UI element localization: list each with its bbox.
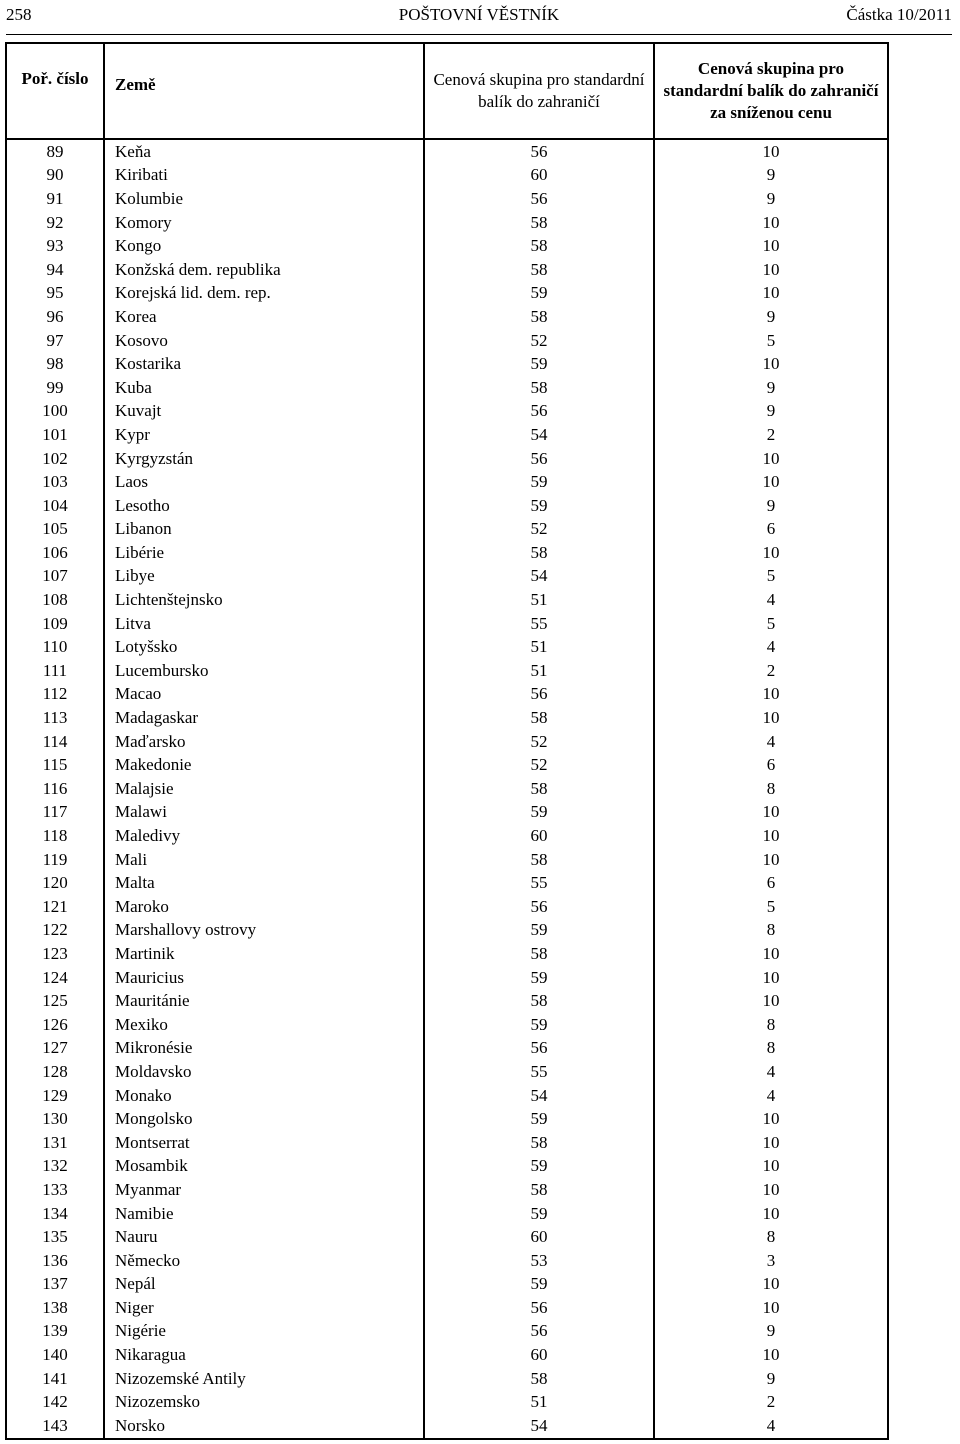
row-number: 96 [6, 305, 104, 329]
table-row [6, 1273, 888, 1297]
row-country: Maďarsko [104, 730, 424, 754]
row-number: 117 [6, 801, 104, 825]
row-country: Mongolsko [104, 1107, 424, 1131]
table-row [6, 683, 888, 707]
row-price-group: 59 [424, 1107, 654, 1131]
row-reduced-group: 3 [654, 1249, 888, 1273]
row-number: 107 [6, 565, 104, 589]
table-row [6, 1225, 888, 1249]
row-number: 119 [6, 848, 104, 872]
row-price-group: 58 [424, 777, 654, 801]
table-row [6, 966, 888, 990]
row-reduced-group: 6 [654, 518, 888, 542]
table-row [6, 447, 888, 471]
row-price-group: 60 [424, 164, 654, 188]
table-row [6, 541, 888, 565]
row-reduced-group: 5 [654, 565, 888, 589]
table-row [6, 376, 888, 400]
table-row [6, 1414, 888, 1439]
table-row [6, 1320, 888, 1344]
row-price-group: 59 [424, 1273, 654, 1297]
table-row [6, 400, 888, 424]
row-number: 123 [6, 942, 104, 966]
header-rule [6, 34, 952, 35]
row-price-group: 58 [424, 234, 654, 258]
row-number: 91 [6, 187, 104, 211]
row-reduced-group: 9 [654, 376, 888, 400]
table-row [6, 612, 888, 636]
table-row [6, 1013, 888, 1037]
row-number: 142 [6, 1390, 104, 1414]
row-reduced-group: 10 [654, 447, 888, 471]
row-reduced-group: 9 [654, 164, 888, 188]
table-row [6, 211, 888, 235]
table-row [6, 871, 888, 895]
row-price-group: 59 [424, 1155, 654, 1179]
table-row [6, 942, 888, 966]
table-row [6, 824, 888, 848]
row-country: Mexiko [104, 1013, 424, 1037]
row-reduced-group: 8 [654, 1225, 888, 1249]
row-reduced-group: 10 [654, 470, 888, 494]
row-price-group: 56 [424, 1037, 654, 1061]
row-reduced-group: 6 [654, 871, 888, 895]
row-country: Kuvajt [104, 400, 424, 424]
row-price-group: 56 [424, 447, 654, 471]
row-country: Lotyšsko [104, 635, 424, 659]
table-row [6, 258, 888, 282]
row-price-group: 59 [424, 352, 654, 376]
row-reduced-group: 5 [654, 329, 888, 353]
row-price-group: 59 [424, 966, 654, 990]
row-number: 116 [6, 777, 104, 801]
row-number: 90 [6, 164, 104, 188]
row-reduced-group: 10 [654, 541, 888, 565]
row-reduced-group: 10 [654, 258, 888, 282]
column-header-country: Země [104, 43, 424, 139]
row-price-group: 59 [424, 1202, 654, 1226]
row-reduced-group: 10 [654, 1273, 888, 1297]
row-country: Niger [104, 1296, 424, 1320]
row-country: Nizozemsko [104, 1390, 424, 1414]
table-row [6, 801, 888, 825]
row-country: Kostarika [104, 352, 424, 376]
column-header-number: Poř. číslo [6, 43, 104, 139]
row-number: 89 [6, 139, 104, 164]
table-row [6, 139, 888, 164]
table-row [6, 234, 888, 258]
table-row [6, 565, 888, 589]
row-number: 113 [6, 706, 104, 730]
row-country: Marshallovy ostrovy [104, 919, 424, 943]
row-country: Maroko [104, 895, 424, 919]
row-reduced-group: 10 [654, 1155, 888, 1179]
table-row [6, 777, 888, 801]
row-price-group: 52 [424, 518, 654, 542]
row-price-group: 56 [424, 1296, 654, 1320]
row-reduced-group: 10 [654, 1202, 888, 1226]
table-row [6, 730, 888, 754]
row-number: 102 [6, 447, 104, 471]
row-country: Korea [104, 305, 424, 329]
row-country: Německo [104, 1249, 424, 1273]
row-country: Nigérie [104, 1320, 424, 1344]
table-row [6, 1296, 888, 1320]
table-body [6, 139, 888, 1439]
row-reduced-group: 6 [654, 753, 888, 777]
row-price-group: 58 [424, 376, 654, 400]
table-row [6, 329, 888, 353]
row-price-group: 60 [424, 1343, 654, 1367]
table-header-row [6, 43, 888, 139]
row-price-group: 51 [424, 588, 654, 612]
row-number: 100 [6, 400, 104, 424]
table-row [6, 1131, 888, 1155]
row-reduced-group: 10 [654, 211, 888, 235]
row-number: 141 [6, 1367, 104, 1391]
row-number: 106 [6, 541, 104, 565]
row-price-group: 52 [424, 730, 654, 754]
row-country: Litva [104, 612, 424, 636]
row-price-group: 51 [424, 1390, 654, 1414]
row-price-group: 59 [424, 1013, 654, 1037]
row-price-group: 59 [424, 470, 654, 494]
row-number: 132 [6, 1155, 104, 1179]
row-number: 109 [6, 612, 104, 636]
row-reduced-group: 10 [654, 1296, 888, 1320]
row-number: 118 [6, 824, 104, 848]
table-row [6, 1060, 888, 1084]
row-reduced-group: 10 [654, 683, 888, 707]
row-price-group: 52 [424, 329, 654, 353]
row-country: Kypr [104, 423, 424, 447]
row-reduced-group: 8 [654, 1037, 888, 1061]
row-reduced-group: 4 [654, 1084, 888, 1108]
row-price-group: 56 [424, 683, 654, 707]
row-price-group: 59 [424, 801, 654, 825]
row-price-group: 55 [424, 1060, 654, 1084]
page-number: 258 [6, 5, 32, 24]
table-row [6, 1178, 888, 1202]
row-country: Madagaskar [104, 706, 424, 730]
row-country: Malta [104, 871, 424, 895]
row-number: 136 [6, 1249, 104, 1273]
table-row [6, 1037, 888, 1061]
row-number: 99 [6, 376, 104, 400]
row-reduced-group: 5 [654, 895, 888, 919]
row-price-group: 51 [424, 659, 654, 683]
table-row [6, 659, 888, 683]
row-number: 121 [6, 895, 104, 919]
row-number: 143 [6, 1414, 104, 1439]
table-row [6, 187, 888, 211]
row-country: Mauritánie [104, 989, 424, 1013]
row-country: Laos [104, 470, 424, 494]
row-number: 125 [6, 989, 104, 1013]
row-number: 135 [6, 1225, 104, 1249]
row-price-group: 58 [424, 305, 654, 329]
row-reduced-group: 9 [654, 1320, 888, 1344]
row-country: Mosambik [104, 1155, 424, 1179]
row-price-group: 56 [424, 187, 654, 211]
row-price-group: 54 [424, 565, 654, 589]
row-country: Korejská lid. dem. rep. [104, 282, 424, 306]
row-country: Kongo [104, 234, 424, 258]
row-reduced-group: 4 [654, 635, 888, 659]
row-price-group: 58 [424, 258, 654, 282]
row-number: 128 [6, 1060, 104, 1084]
table-row [6, 753, 888, 777]
row-reduced-group: 10 [654, 282, 888, 306]
row-reduced-group: 10 [654, 1343, 888, 1367]
table-row [6, 494, 888, 518]
row-reduced-group: 4 [654, 588, 888, 612]
row-country: Mali [104, 848, 424, 872]
table-row [6, 848, 888, 872]
table-row [6, 895, 888, 919]
row-reduced-group: 4 [654, 730, 888, 754]
row-price-group: 55 [424, 871, 654, 895]
row-country: Kyrgyzstán [104, 447, 424, 471]
table-row [6, 470, 888, 494]
row-country: Libanon [104, 518, 424, 542]
table-row [6, 1202, 888, 1226]
row-reduced-group: 5 [654, 612, 888, 636]
table-row [6, 1107, 888, 1131]
row-number: 114 [6, 730, 104, 754]
table-row [6, 989, 888, 1013]
column-header-price-group: Cenová skupina pro standardní balík do zahraničí [424, 43, 654, 139]
row-reduced-group: 8 [654, 1013, 888, 1037]
row-price-group: 51 [424, 635, 654, 659]
row-number: 140 [6, 1343, 104, 1367]
row-number: 104 [6, 494, 104, 518]
table-row [6, 588, 888, 612]
row-price-group: 59 [424, 494, 654, 518]
row-country: Mikronésie [104, 1037, 424, 1061]
row-reduced-group: 4 [654, 1060, 888, 1084]
table-row [6, 518, 888, 542]
row-country: Kuba [104, 376, 424, 400]
row-reduced-group: 4 [654, 1414, 888, 1439]
row-number: 139 [6, 1320, 104, 1344]
column-header-reduced-group: Cenová skupina pro standardní balík do zahraničí za sníženou cenu [654, 43, 888, 139]
row-reduced-group: 10 [654, 989, 888, 1013]
issue-label: Částka 10/2011 [846, 5, 952, 24]
row-reduced-group: 10 [654, 966, 888, 990]
row-price-group: 58 [424, 211, 654, 235]
table-row [6, 305, 888, 329]
row-price-group: 58 [424, 942, 654, 966]
row-country: Konžská dem. republika [104, 258, 424, 282]
row-country: Mauricius [104, 966, 424, 990]
row-reduced-group: 2 [654, 659, 888, 683]
row-price-group: 58 [424, 1367, 654, 1391]
row-country: Libye [104, 565, 424, 589]
row-country: Montserrat [104, 1131, 424, 1155]
row-number: 129 [6, 1084, 104, 1108]
row-country: Myanmar [104, 1178, 424, 1202]
row-country: Macao [104, 683, 424, 707]
row-number: 127 [6, 1037, 104, 1061]
row-price-group: 56 [424, 139, 654, 164]
row-country: Monako [104, 1084, 424, 1108]
row-number: 120 [6, 871, 104, 895]
row-number: 130 [6, 1107, 104, 1131]
row-reduced-group: 9 [654, 187, 888, 211]
row-number: 92 [6, 211, 104, 235]
row-country: Lucembursko [104, 659, 424, 683]
row-number: 93 [6, 234, 104, 258]
row-price-group: 60 [424, 1225, 654, 1249]
table-row [6, 1343, 888, 1367]
row-price-group: 56 [424, 1320, 654, 1344]
row-number: 133 [6, 1178, 104, 1202]
table-row [6, 1390, 888, 1414]
row-number: 97 [6, 329, 104, 353]
row-price-group: 54 [424, 1414, 654, 1439]
row-number: 101 [6, 423, 104, 447]
row-price-group: 58 [424, 848, 654, 872]
row-number: 105 [6, 518, 104, 542]
row-country: Lichtenštejnsko [104, 588, 424, 612]
row-price-group: 58 [424, 1178, 654, 1202]
table-row [6, 1249, 888, 1273]
row-price-group: 59 [424, 919, 654, 943]
table-row [6, 352, 888, 376]
row-number: 95 [6, 282, 104, 306]
row-country: Martinik [104, 942, 424, 966]
publication-title: POŠTOVNÍ VĚSTNÍK [398, 5, 560, 24]
table-row [6, 164, 888, 188]
row-country: Nauru [104, 1225, 424, 1249]
row-reduced-group: 10 [654, 234, 888, 258]
row-reduced-group: 9 [654, 494, 888, 518]
row-reduced-group: 10 [654, 942, 888, 966]
row-country: Moldavsko [104, 1060, 424, 1084]
row-price-group: 60 [424, 824, 654, 848]
row-reduced-group: 10 [654, 1131, 888, 1155]
row-price-group: 56 [424, 895, 654, 919]
row-country: Namibie [104, 1202, 424, 1226]
row-price-group: 54 [424, 1084, 654, 1108]
row-number: 115 [6, 753, 104, 777]
row-reduced-group: 2 [654, 1390, 888, 1414]
row-number: 137 [6, 1273, 104, 1297]
row-reduced-group: 10 [654, 706, 888, 730]
row-number: 124 [6, 966, 104, 990]
row-reduced-group: 2 [654, 423, 888, 447]
row-reduced-group: 10 [654, 824, 888, 848]
row-country: Norsko [104, 1414, 424, 1439]
row-number: 94 [6, 258, 104, 282]
row-reduced-group: 9 [654, 305, 888, 329]
row-reduced-group: 10 [654, 848, 888, 872]
row-country: Kosovo [104, 329, 424, 353]
row-number: 134 [6, 1202, 104, 1226]
row-country: Lesotho [104, 494, 424, 518]
table-row [6, 635, 888, 659]
row-price-group: 59 [424, 282, 654, 306]
row-reduced-group: 10 [654, 801, 888, 825]
row-reduced-group: 10 [654, 1178, 888, 1202]
row-country: Kiribati [104, 164, 424, 188]
row-price-group: 58 [424, 541, 654, 565]
table-row [6, 1084, 888, 1108]
table-row [6, 919, 888, 943]
row-country: Makedonie [104, 753, 424, 777]
row-reduced-group: 8 [654, 919, 888, 943]
row-country: Komory [104, 211, 424, 235]
row-price-group: 58 [424, 1131, 654, 1155]
row-reduced-group: 9 [654, 400, 888, 424]
row-price-group: 54 [424, 423, 654, 447]
row-reduced-group: 8 [654, 777, 888, 801]
table-row [6, 1367, 888, 1391]
row-number: 126 [6, 1013, 104, 1037]
price-group-table [5, 42, 889, 1440]
row-reduced-group: 9 [654, 1367, 888, 1391]
row-reduced-group: 10 [654, 139, 888, 164]
row-number: 98 [6, 352, 104, 376]
row-country: Nikaragua [104, 1343, 424, 1367]
row-number: 112 [6, 683, 104, 707]
row-price-group: 58 [424, 989, 654, 1013]
row-country: Nizozemské Antily [104, 1367, 424, 1391]
row-country: Malawi [104, 801, 424, 825]
row-country: Keňa [104, 139, 424, 164]
row-country: Kolumbie [104, 187, 424, 211]
row-price-group: 52 [424, 753, 654, 777]
row-number: 138 [6, 1296, 104, 1320]
row-price-group: 56 [424, 400, 654, 424]
row-price-group: 58 [424, 706, 654, 730]
row-country: Maledivy [104, 824, 424, 848]
table-row [6, 423, 888, 447]
table-row [6, 706, 888, 730]
row-country: Malajsie [104, 777, 424, 801]
row-country: Libérie [104, 541, 424, 565]
page-header [6, 0, 952, 33]
row-price-group: 55 [424, 612, 654, 636]
row-number: 103 [6, 470, 104, 494]
row-price-group: 53 [424, 1249, 654, 1273]
row-number: 108 [6, 588, 104, 612]
row-country: Nepál [104, 1273, 424, 1297]
table-row [6, 1155, 888, 1179]
row-reduced-group: 10 [654, 352, 888, 376]
row-number: 122 [6, 919, 104, 943]
row-number: 111 [6, 659, 104, 683]
row-number: 131 [6, 1131, 104, 1155]
row-number: 110 [6, 635, 104, 659]
row-reduced-group: 10 [654, 1107, 888, 1131]
table-row [6, 282, 888, 306]
